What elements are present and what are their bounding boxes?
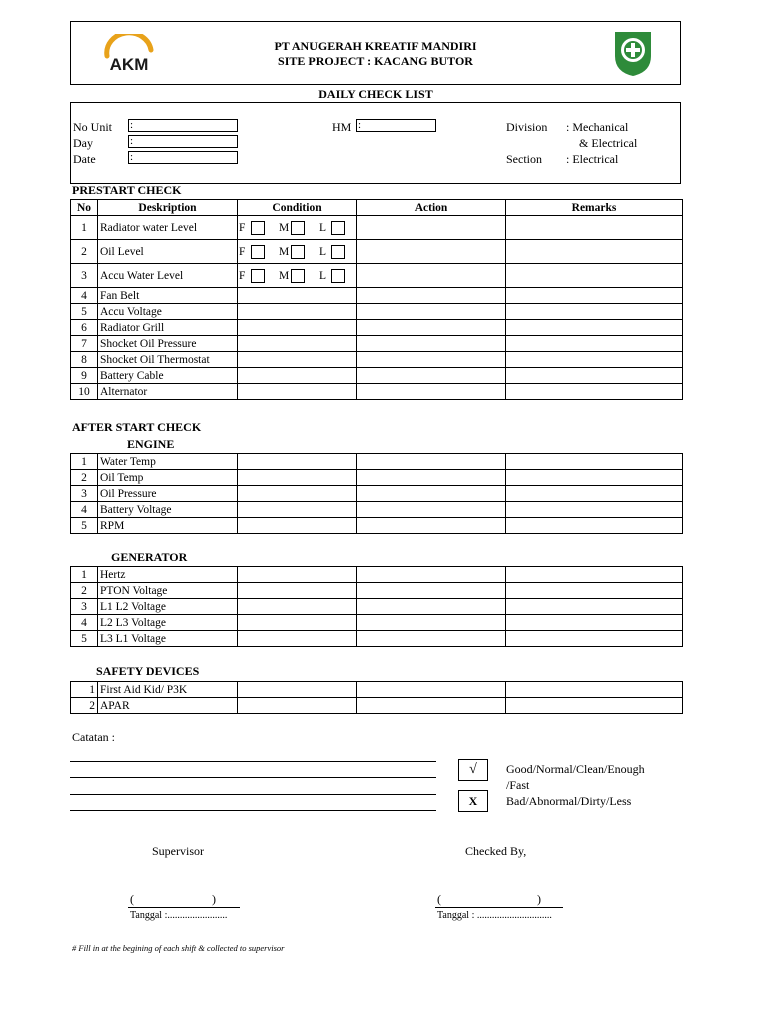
action-cell[interactable]: [357, 631, 506, 647]
table-row: [71, 470, 683, 486]
remarks-cell[interactable]: [506, 615, 683, 631]
engine-heading: ENGINE: [127, 437, 175, 451]
colon: :: [130, 135, 134, 147]
condition-cell[interactable]: [238, 470, 357, 486]
row-description: Oil Level: [98, 240, 238, 264]
row-number: 4: [71, 288, 98, 304]
colon: :: [358, 119, 362, 131]
condition-cell[interactable]: [238, 599, 357, 615]
action-cell[interactable]: [357, 264, 506, 288]
remarks-cell[interactable]: [506, 368, 683, 384]
legend-bad-text: Bad/Abnormal/Dirty/Less: [506, 794, 632, 808]
condition-checkbox-m[interactable]: [291, 269, 305, 283]
row-number: 4: [71, 615, 98, 631]
row-description: L2 L3 Voltage: [98, 615, 238, 631]
condition-letter: M: [279, 221, 290, 234]
condition-checkbox-f[interactable]: [251, 245, 265, 259]
row-number: 5: [71, 518, 98, 534]
condition-checkbox-l[interactable]: [331, 221, 345, 235]
row-number: 1: [71, 454, 98, 470]
table-row: [71, 698, 683, 714]
akm-logo-text: AKM: [109, 55, 149, 74]
action-cell[interactable]: [357, 352, 506, 368]
condition-cell: [238, 264, 357, 288]
row-description: Radiator Grill: [98, 320, 238, 336]
row-description: Shocket Oil Thermostat: [98, 352, 238, 368]
generator-heading: GENERATOR: [111, 550, 188, 564]
condition-cell[interactable]: [238, 384, 357, 400]
row-number: 10: [71, 384, 98, 400]
action-cell[interactable]: [357, 583, 506, 599]
legend-good-text-2: /Fast: [506, 778, 530, 792]
action-cell[interactable]: [357, 698, 506, 714]
action-cell[interactable]: [357, 615, 506, 631]
footnote: # Fill in at the begining of each shift & collected to supervisor: [72, 943, 285, 953]
condition-cell[interactable]: [238, 486, 357, 502]
prestart-table: [70, 199, 683, 400]
notes-line-1[interactable]: [70, 761, 436, 762]
row-number: 3: [71, 486, 98, 502]
table-row: [71, 352, 683, 368]
division-value-2: & Electrical: [579, 136, 638, 150]
row-description: First Aid Kid/ P3K: [98, 682, 238, 698]
site-project: SITE PROJECT : KACANG BUTOR: [278, 54, 473, 68]
condition-checkbox-l[interactable]: [331, 245, 345, 259]
col-description: Deskription: [98, 200, 238, 216]
condition-letter: F: [239, 221, 246, 234]
action-cell[interactable]: [357, 599, 506, 615]
hm-field[interactable]: [356, 119, 436, 132]
condition-letter: F: [239, 269, 246, 282]
no-unit-field[interactable]: [128, 119, 238, 132]
row-number: 5: [71, 631, 98, 647]
row-description: Oil Pressure: [98, 486, 238, 502]
condition-letter: L: [319, 221, 327, 234]
remarks-cell[interactable]: [506, 486, 683, 502]
row-description: Oil Temp: [98, 470, 238, 486]
action-cell[interactable]: [357, 502, 506, 518]
remarks-cell[interactable]: [506, 336, 683, 352]
action-cell[interactable]: [357, 682, 506, 698]
row-description: PTON Voltage: [98, 583, 238, 599]
row-description: Accu Water Level: [98, 264, 238, 288]
action-cell[interactable]: [357, 216, 506, 240]
page-title: DAILY CHECK LIST: [318, 87, 433, 101]
company-name: PT ANUGERAH KREATIF MANDIRI: [274, 39, 477, 53]
condition-cell[interactable]: [238, 288, 357, 304]
table-row: [71, 486, 683, 502]
action-cell[interactable]: [357, 518, 506, 534]
action-cell[interactable]: [357, 288, 506, 304]
col-action: Action: [357, 200, 506, 216]
notes-line-3[interactable]: [70, 794, 436, 795]
row-description: Accu Voltage: [98, 304, 238, 320]
remarks-cell[interactable]: [506, 304, 683, 320]
table-row: [71, 288, 683, 304]
row-description: L3 L1 Voltage: [98, 631, 238, 647]
day-field[interactable]: [128, 135, 238, 148]
table-row: [71, 384, 683, 400]
condition-cell[interactable]: [238, 336, 357, 352]
colon: :: [130, 151, 134, 163]
health-emblem-icon: [611, 28, 655, 78]
supervisor-signature-line: [128, 907, 240, 908]
row-description: Battery Voltage: [98, 502, 238, 518]
colon: :: [130, 119, 134, 131]
row-number: 4: [71, 502, 98, 518]
table-row: [71, 304, 683, 320]
remarks-cell[interactable]: [506, 682, 683, 698]
col-no: No: [71, 200, 98, 216]
action-cell[interactable]: [357, 240, 506, 264]
condition-cell[interactable]: [238, 567, 357, 583]
condition-checkbox-l[interactable]: [331, 269, 345, 283]
action-cell[interactable]: [357, 567, 506, 583]
action-cell[interactable]: [357, 368, 506, 384]
condition-cell[interactable]: [238, 304, 357, 320]
condition-checkbox-f[interactable]: [251, 221, 265, 235]
safety-heading: SAFETY DEVICES: [96, 664, 200, 678]
condition-cell: [238, 240, 357, 264]
row-description: Battery Cable: [98, 368, 238, 384]
row-number: 1: [71, 216, 98, 240]
table-row: [71, 599, 683, 615]
date-label: Date: [73, 152, 96, 166]
remarks-cell[interactable]: [506, 470, 683, 486]
prestart-heading: PRESTART CHECK: [72, 183, 182, 197]
condition-cell[interactable]: [238, 320, 357, 336]
table-row: [71, 518, 683, 534]
col-condition: Condition: [238, 200, 357, 216]
condition-cell[interactable]: [238, 454, 357, 470]
table-row: [71, 216, 683, 240]
remarks-cell[interactable]: [506, 631, 683, 647]
condition-cell[interactable]: [238, 615, 357, 631]
safety-table: [70, 681, 683, 714]
table-row: [71, 454, 683, 470]
row-number: 8: [71, 352, 98, 368]
remarks-cell[interactable]: [506, 384, 683, 400]
row-description: Water Temp: [98, 454, 238, 470]
col-remarks: Remarks: [506, 200, 683, 216]
action-cell[interactable]: [357, 486, 506, 502]
info-box: [70, 102, 681, 184]
table-row: [71, 336, 683, 352]
action-cell[interactable]: [357, 454, 506, 470]
notes-line-2[interactable]: [70, 777, 436, 778]
remarks-cell[interactable]: [506, 518, 683, 534]
table-row: [71, 615, 683, 631]
table-row: [71, 682, 683, 698]
remarks-cell[interactable]: [506, 264, 683, 288]
condition-letter: L: [319, 245, 327, 258]
row-description: Radiator water Level: [98, 216, 238, 240]
row-number: 2: [71, 470, 98, 486]
remarks-cell[interactable]: [506, 583, 683, 599]
row-description: Shocket Oil Pressure: [98, 336, 238, 352]
row-number: 1: [71, 567, 98, 583]
row-description: Alternator: [98, 384, 238, 400]
section-value: : Electrical: [566, 152, 619, 166]
checker-signature[interactable]: ( ): [437, 892, 541, 906]
action-cell[interactable]: [357, 304, 506, 320]
condition-letter: M: [279, 245, 290, 258]
notes-line-4[interactable]: [70, 810, 436, 811]
checker-signature-line: [435, 907, 563, 908]
legend-bad-box: X: [458, 790, 488, 812]
remarks-cell[interactable]: [506, 567, 683, 583]
table-row: [71, 368, 683, 384]
action-cell[interactable]: [357, 384, 506, 400]
header-box: [70, 21, 681, 85]
condition-cell[interactable]: [238, 502, 357, 518]
condition-cell[interactable]: [238, 583, 357, 599]
condition-checkbox-m[interactable]: [291, 221, 305, 235]
remarks-cell[interactable]: [506, 320, 683, 336]
date-field[interactable]: [128, 151, 238, 164]
row-description: L1 L2 Voltage: [98, 599, 238, 615]
supervisor-signature[interactable]: ( ): [130, 892, 216, 906]
row-number: 2: [71, 698, 98, 714]
condition-letter: M: [279, 269, 290, 282]
division-value: : Mechanical: [566, 120, 629, 134]
table-row: [71, 583, 683, 599]
table-row: [71, 320, 683, 336]
action-cell[interactable]: [357, 336, 506, 352]
condition-cell[interactable]: [238, 682, 357, 698]
table-row: [71, 240, 683, 264]
remarks-cell[interactable]: [506, 502, 683, 518]
row-number: 6: [71, 320, 98, 336]
row-number: 2: [71, 240, 98, 264]
table-row: [71, 567, 683, 583]
supervisor-label: Supervisor: [152, 844, 204, 858]
table-row: [71, 631, 683, 647]
row-number: 7: [71, 336, 98, 352]
generator-table: [70, 566, 683, 647]
row-number: 3: [71, 599, 98, 615]
condition-cell[interactable]: [238, 631, 357, 647]
table-row: [71, 264, 683, 288]
remarks-cell[interactable]: [506, 216, 683, 240]
action-cell[interactable]: [357, 470, 506, 486]
row-description: APAR: [98, 698, 238, 714]
section-label: Section: [506, 152, 542, 166]
remarks-cell[interactable]: [506, 698, 683, 714]
supervisor-date[interactable]: Tanggal :........................: [130, 910, 228, 921]
remarks-cell[interactable]: [506, 454, 683, 470]
row-description: RPM: [98, 518, 238, 534]
table-row: [71, 502, 683, 518]
remarks-cell[interactable]: [506, 352, 683, 368]
row-description: Fan Belt: [98, 288, 238, 304]
condition-checkbox-m[interactable]: [291, 245, 305, 259]
checked-by-label: Checked By,: [465, 844, 527, 858]
condition-checkbox-f[interactable]: [251, 269, 265, 283]
remarks-cell[interactable]: [506, 240, 683, 264]
condition-cell[interactable]: [238, 518, 357, 534]
no-unit-label: No Unit: [73, 120, 112, 134]
condition-letter: L: [319, 269, 327, 282]
row-number: 3: [71, 264, 98, 288]
checker-date[interactable]: Tanggal : ..............................: [437, 910, 552, 921]
condition-cell[interactable]: [238, 698, 357, 714]
row-number: 1: [71, 682, 98, 698]
row-number: 9: [71, 368, 98, 384]
remarks-cell[interactable]: [506, 599, 683, 615]
engine-table: [70, 453, 683, 534]
condition-cell: [238, 216, 357, 240]
row-number: 2: [71, 583, 98, 599]
prestart-header-row: [71, 200, 683, 216]
condition-cell[interactable]: [238, 368, 357, 384]
remarks-cell[interactable]: [506, 288, 683, 304]
division-label: Division: [506, 120, 548, 134]
company-heading: [71, 39, 680, 69]
legend-good-text: Good/Normal/Clean/Enough: [506, 762, 645, 776]
row-number: 5: [71, 304, 98, 320]
row-description: Hertz: [98, 567, 238, 583]
action-cell[interactable]: [357, 320, 506, 336]
condition-letter: F: [239, 245, 246, 258]
notes-label: Catatan :: [72, 730, 115, 744]
after-start-heading: AFTER START CHECK: [72, 420, 202, 434]
day-label: Day: [73, 136, 93, 150]
condition-cell[interactable]: [238, 352, 357, 368]
hm-label: HM: [332, 120, 352, 134]
legend-good-box: √: [458, 759, 488, 781]
